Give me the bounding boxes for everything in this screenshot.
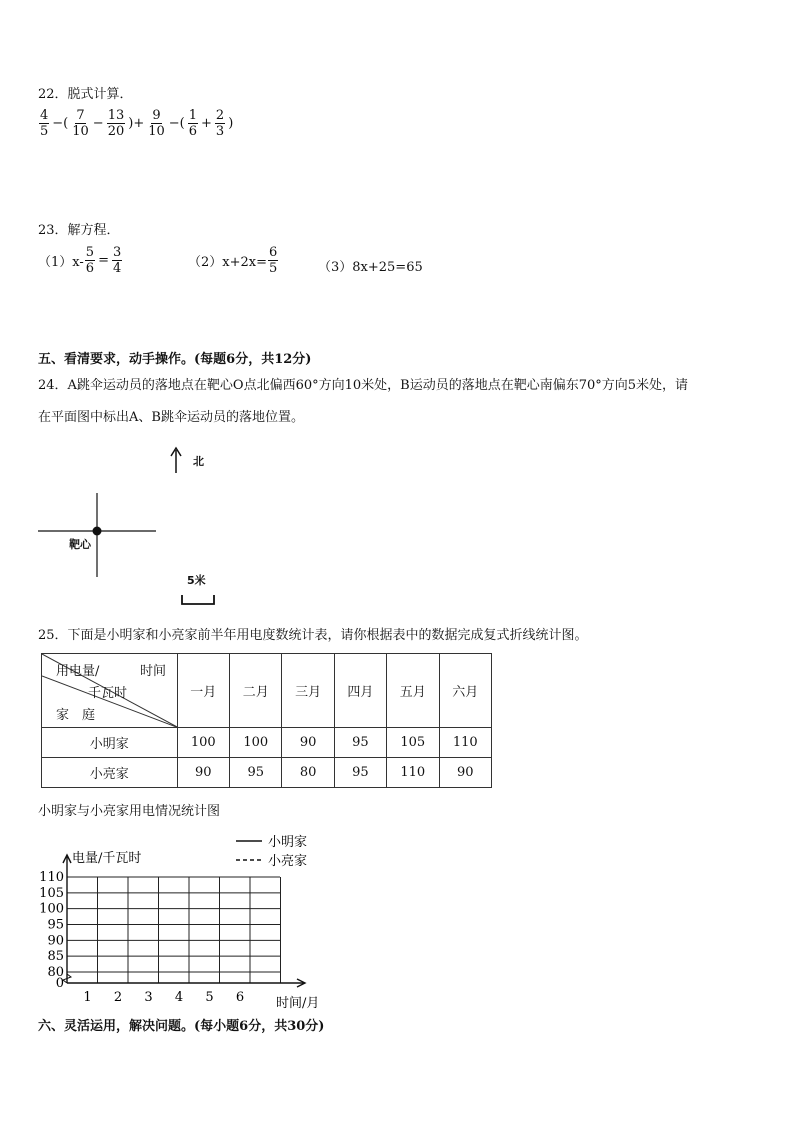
month-header: 五月 xyxy=(387,654,439,728)
header-label-kwh: 千瓦时 xyxy=(88,686,128,701)
numerator: 7 xyxy=(76,108,85,123)
table-cell: 90 xyxy=(439,758,492,788)
x-tick-label: 1 xyxy=(83,990,92,1005)
x-tick-label: 5 xyxy=(205,990,214,1005)
fraction xyxy=(188,108,198,139)
q24-text-line1: 24．A跳伞运动员的落地点在靶心O点北偏西60°方向10米处，B运动员的落地点在靶心南偏东70°方向5米处，请 xyxy=(38,378,689,393)
operator: − xyxy=(92,116,104,131)
numerator: 1 xyxy=(188,108,198,123)
fraction xyxy=(112,245,122,276)
operator: + xyxy=(201,116,212,131)
y-tick-label: 85 xyxy=(47,949,64,965)
chart-title: 小明家与小亮家用电情况统计图 xyxy=(38,804,221,819)
north-label: 北 xyxy=(193,455,204,468)
y-tick-label: 90 xyxy=(47,933,64,949)
q23-title: 23．解方程． xyxy=(38,223,120,238)
table-row xyxy=(42,728,492,758)
fraction xyxy=(215,108,225,139)
x-tick-label: 3 xyxy=(144,990,153,1005)
table-cell: 80 xyxy=(282,758,334,788)
month-header: 二月 xyxy=(230,654,282,728)
x-tick-label: 6 xyxy=(235,990,245,1005)
operator: ) xyxy=(228,116,234,131)
scale-label: 5米 xyxy=(187,574,206,587)
fraction xyxy=(107,108,126,139)
q23-equation-3: （3）8x+25=65 xyxy=(318,260,423,275)
header-label-family: 家 庭 xyxy=(56,708,96,723)
y-tick-label: 80 xyxy=(47,965,64,980)
table-cell: 105 xyxy=(387,728,439,758)
q22-expression xyxy=(38,108,235,139)
operator: −( xyxy=(168,116,185,131)
section6-title: 六、灵活运用，解决问题。(每小题6分，共30分) xyxy=(38,1019,325,1034)
q25-title: 25．下面是小明家和小亮家前半年用电度数统计表，请你根据表中的数据完成复式折线统计图。 xyxy=(38,628,588,643)
table-cell: 90 xyxy=(177,758,229,788)
fraction xyxy=(71,108,90,139)
denominator: 4 xyxy=(112,261,122,276)
diagonal-header-cell xyxy=(42,654,178,728)
numerator: 4 xyxy=(40,108,49,123)
electricity-table xyxy=(41,653,492,788)
table-cell: 95 xyxy=(230,758,282,788)
y-tick-label: 100 xyxy=(39,901,64,917)
q24-text-line2: 在平面图中标出A、B跳伞运动员的落地位置。 xyxy=(38,410,304,425)
q23-equation-1 xyxy=(38,245,123,276)
table-header-row xyxy=(42,654,492,728)
legend-label: 小明家 xyxy=(268,835,308,850)
fraction xyxy=(268,245,278,276)
denominator: 6 xyxy=(85,261,95,276)
denominator: 3 xyxy=(215,124,225,139)
table-cell: 100 xyxy=(177,728,229,758)
x-axis-title: 时间/月 xyxy=(276,996,320,1011)
line-chart xyxy=(30,826,360,1016)
scale-bar xyxy=(182,595,214,604)
target-diagram xyxy=(30,445,240,615)
fraction xyxy=(39,108,49,139)
numerator: 13 xyxy=(107,108,125,123)
operator: −( xyxy=(52,116,69,131)
target-center-dot xyxy=(93,527,102,536)
denominator: 5 xyxy=(269,261,278,276)
y-axis-title: 电量/千瓦时 xyxy=(72,851,142,866)
header-label-usage: 用电量/ xyxy=(56,664,100,679)
month-header: 四月 xyxy=(334,654,386,728)
x-tick-label: 2 xyxy=(113,990,123,1005)
numerator: 9 xyxy=(152,108,161,123)
table-cell: 110 xyxy=(387,758,439,788)
center-label: 靶心 xyxy=(69,538,91,551)
operator: )+ xyxy=(128,116,145,131)
equation-label: （2）x+2x= xyxy=(188,255,267,270)
denominator: 20 xyxy=(107,124,125,139)
denominator: 5 xyxy=(40,124,49,139)
numerator: 3 xyxy=(112,245,122,260)
numerator: 2 xyxy=(215,108,225,123)
q22-title: 22．脱式计算． xyxy=(38,87,133,102)
month-header: 六月 xyxy=(439,654,492,728)
operator: = xyxy=(98,253,109,268)
equation-label: （1）x- xyxy=(38,255,84,270)
month-header: 一月 xyxy=(177,654,229,728)
table-cell: 95 xyxy=(334,728,386,758)
row-name: 小明家 xyxy=(42,728,178,758)
q23-equation-2 xyxy=(188,245,279,276)
numerator: 6 xyxy=(269,245,278,260)
row-name: 小亮家 xyxy=(42,758,178,788)
numerator: 5 xyxy=(85,245,95,260)
header-label-time: 时间 xyxy=(140,664,167,679)
x-tick-label: 4 xyxy=(174,990,184,1005)
denominator: 6 xyxy=(188,124,198,139)
section5-title: 五、看清要求，动手操作。(每题6分，共12分) xyxy=(38,352,312,367)
table-cell: 100 xyxy=(230,728,282,758)
table-cell: 90 xyxy=(282,728,334,758)
denominator: 10 xyxy=(148,124,165,139)
fraction xyxy=(85,245,95,276)
table-row xyxy=(42,758,492,788)
fraction xyxy=(147,108,166,139)
y-tick-label: 110 xyxy=(39,870,64,885)
denominator: 10 xyxy=(72,124,89,139)
legend-label: 小亮家 xyxy=(268,854,308,869)
y-tick-label: 105 xyxy=(39,885,64,901)
table-cell: 95 xyxy=(334,758,386,788)
table-cell: 110 xyxy=(439,728,492,758)
month-header: 三月 xyxy=(282,654,334,728)
y-tick-label: 0 xyxy=(55,976,64,991)
y-tick-label: 95 xyxy=(47,917,64,933)
